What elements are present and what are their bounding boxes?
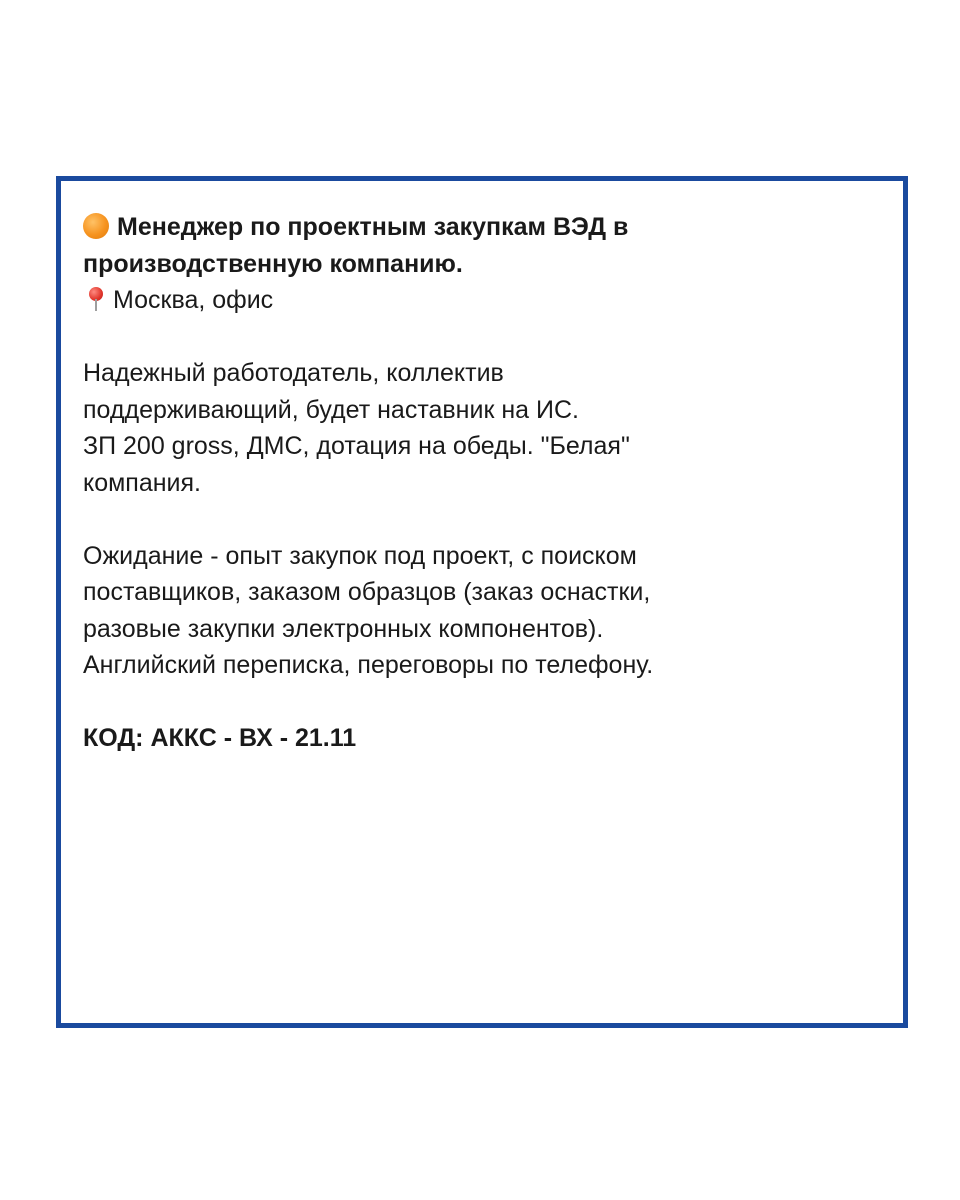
requirements-line-4: Английский переписка, переговоры по телефону. [83,651,654,679]
employer-line-2: поддерживающий, будет наставник на ИС. [83,395,579,424]
orange-circle-icon [83,213,109,239]
vacancy-location [83,282,873,319]
employer-line-1: Надежный работодатель, коллектив [83,359,504,387]
pushpin-icon [87,285,105,313]
employer-paragraph [83,355,873,501]
requirements-line-1: Ожидание - опыт закупок под проект, с поиском [83,541,637,570]
requirements-line-3: разовые закупки электронных компонентов). [83,614,604,643]
vacancy-card [56,176,908,1028]
vacancy-content [83,209,873,757]
requirements-line-2: поставщиков, заказом образцов (заказ оснастки, [83,578,651,606]
vacancy-code: КОД: АККС - ВХ - 21.11 [83,724,357,752]
requirements-paragraph [83,538,873,684]
vacancy-title-line2: производственную компанию. [83,249,463,278]
vacancy-title [83,209,873,282]
employer-line-3: ЗП 200 gross, ДМС, дотация на обеды. "Белая" [83,432,630,460]
employer-line-4: компания. [83,468,202,497]
location-text: Москва, офис [113,286,274,314]
vacancy-title-line1: Менеджер по проектным закупкам ВЭД в [117,213,629,241]
